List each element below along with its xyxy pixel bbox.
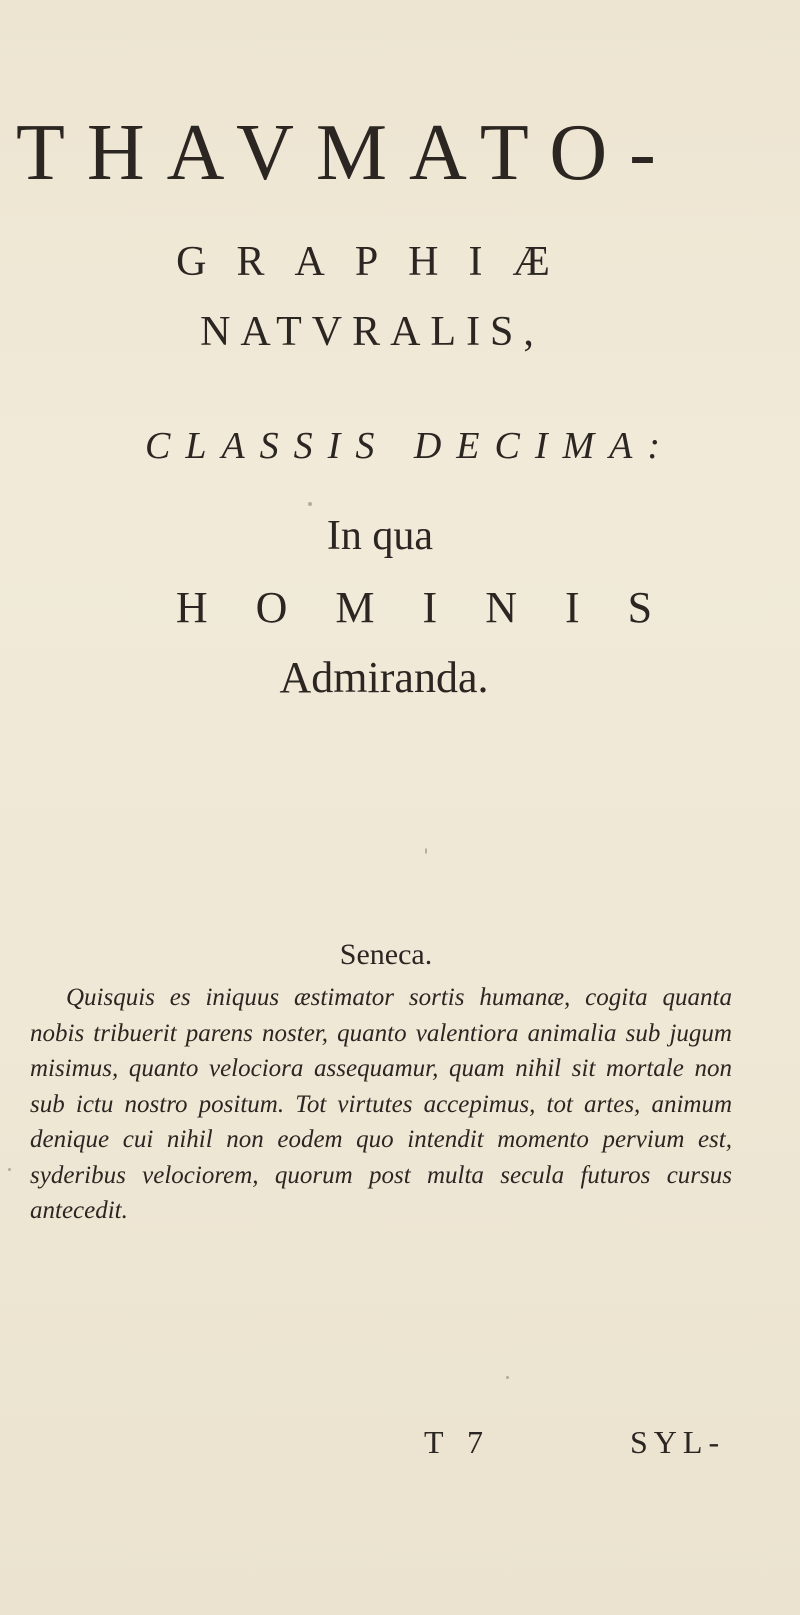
classis-heading: CLASSIS DECIMA: — [144, 425, 676, 467]
paper-speck — [506, 1376, 509, 1379]
epigraph-text: Quisquis es iniquus æstimator sortis humanæ, cogita quanta nobis tribuerit parens noster, quanto valentiora animalia sub jugum misimus, quanto velociora assequamur, quam nihil sit mortale non sub ictu nostro positum. Tot virtutes accepimus, tot artes, animum denique cui nihil non eodem quo intendit momento pervium est, syderibus velociorem, quorum post multa secula futuros cursus antecedit. — [30, 984, 732, 1224]
title-line-1: THAVMATO- — [16, 109, 678, 197]
title-line-2: GRAPHIÆ — [176, 239, 580, 285]
catchword: SYL- — [630, 1424, 726, 1460]
subtitle-admiranda: Admiranda. — [279, 653, 489, 702]
title-line-3: NATVRALIS, — [200, 309, 544, 355]
epigraph-author: Seneca. — [339, 938, 433, 971]
subtitle-hominis: HOMINIS — [175, 583, 701, 632]
signature-mark: T 7 — [424, 1424, 491, 1460]
subtitle-in-qua: In qua — [326, 513, 434, 559]
paper-speck — [308, 502, 312, 506]
paper-speck — [8, 1168, 11, 1171]
paper-speck — [425, 848, 427, 854]
